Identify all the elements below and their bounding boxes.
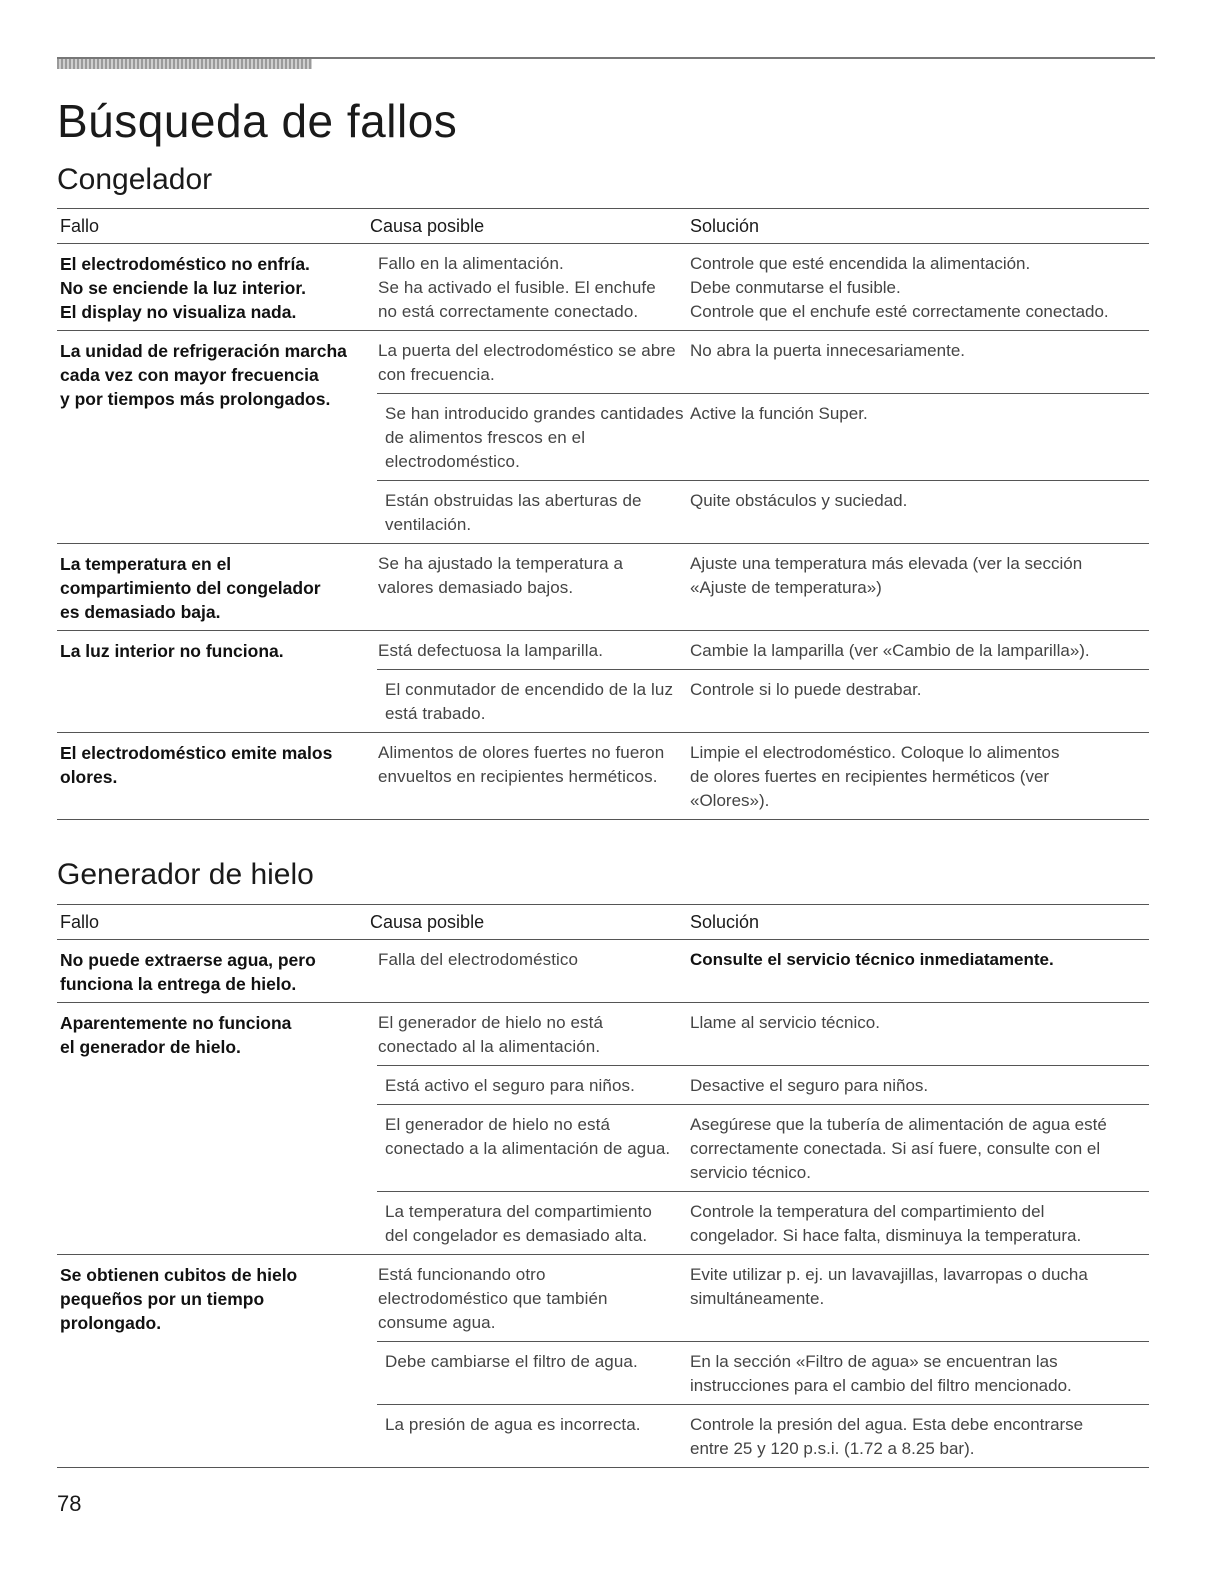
- table-body: [57, 244, 1149, 820]
- text-line: Limpie el electrodoméstico. Coloque lo alimentos: [690, 743, 1060, 762]
- fault-cell: [57, 544, 367, 630]
- cause-cell: [377, 1192, 687, 1254]
- cause-solution-list: [367, 733, 1149, 819]
- cause-solution-list: [367, 631, 1149, 732]
- text-line: Controle la presión del agua. Esta debe encontrarse: [690, 1415, 1084, 1434]
- cause-solution-row: [377, 669, 1149, 732]
- table-header: [57, 208, 1149, 244]
- cause-solution-row: [377, 1065, 1149, 1104]
- text-line: Debe cambiarse el filtro de agua.: [385, 1352, 638, 1371]
- text-line: Se han introducido grandes cantidades: [385, 404, 684, 423]
- table-congelador: [57, 208, 1149, 820]
- solution-cell: [687, 1255, 1149, 1341]
- cause-solution-row: [367, 1003, 1149, 1065]
- cause-cell: [367, 1003, 687, 1065]
- text-line: Están obstruidas las aberturas de: [385, 491, 642, 510]
- text-line: Ajuste una temperatura más elevada (ver la sección: [690, 554, 1083, 573]
- text-line: entre 25 y 120 p.s.i. (1.72 a 8.25 bar).: [690, 1439, 975, 1458]
- table-body: [57, 940, 1149, 1468]
- text-line: está trabado.: [385, 704, 486, 723]
- cause-cell: [367, 631, 687, 669]
- cause-solution-row: [367, 1255, 1149, 1341]
- text-line: ventilación.: [385, 515, 472, 534]
- header-fault: Fallo: [60, 215, 100, 236]
- text-line: Evite utilizar p. ej. un lavavajillas, lavarropas o ducha: [690, 1265, 1088, 1284]
- text-line: valores demasiado bajos.: [378, 578, 574, 597]
- fault-group: [57, 244, 1149, 331]
- fault-group: [57, 544, 1149, 631]
- text-line: No se enciende la luz interior.: [60, 278, 307, 298]
- cause-solution-row: [367, 544, 1149, 606]
- solution-cell: [687, 244, 1149, 330]
- text-line: El display no visualiza nada.: [60, 302, 297, 322]
- text-line: pequeños por un tiempo: [60, 1289, 265, 1309]
- solution-cell: [687, 1192, 1149, 1254]
- text-line: Se obtienen cubitos de hielo: [60, 1265, 298, 1285]
- text-line: No abra la puerta innecesariamente.: [690, 341, 965, 360]
- text-line: Desactive el seguro para niños.: [690, 1076, 929, 1095]
- text-line: compartimiento del congelador: [60, 578, 321, 598]
- cause-solution-row: [377, 393, 1149, 480]
- solution-cell: [687, 331, 1149, 393]
- fault-cell: [57, 1003, 367, 1254]
- cause-solution-list: [367, 244, 1149, 330]
- cause-solution-list: [367, 1003, 1149, 1254]
- fault-group: [57, 1255, 1149, 1468]
- text-line: Se ha ajustado la temperatura a: [378, 554, 624, 573]
- text-line: es demasiado baja.: [60, 602, 221, 622]
- text-line: Cambie la lamparilla (ver «Cambio de la lamparilla»).: [690, 641, 1090, 660]
- table-header: [57, 904, 1149, 940]
- cause-solution-list: [367, 331, 1149, 543]
- text-line: de alimentos frescos en el: [385, 428, 586, 447]
- cause-solution-row: [367, 631, 1149, 669]
- text-line: Está funcionando otro: [378, 1265, 546, 1284]
- cause-cell: [377, 1342, 687, 1404]
- text-line: no está correctamente conectado.: [378, 302, 639, 321]
- fault-group: [57, 733, 1149, 820]
- cause-solution-list: [367, 940, 1149, 1002]
- text-line: Controle la temperatura del compartimiento del: [690, 1202, 1045, 1221]
- text-line: de olores fuertes en recipientes herméticos (ver: [690, 767, 1050, 786]
- fault-group: [57, 331, 1149, 544]
- text-line: con frecuencia.: [378, 365, 495, 384]
- text-line: el generador de hielo.: [60, 1037, 241, 1057]
- text-line: En la sección «Filtro de agua» se encuentran las: [690, 1352, 1058, 1371]
- cause-cell: [377, 394, 687, 480]
- cause-cell: [367, 940, 687, 978]
- text-line: Llame al servicio técnico.: [690, 1013, 880, 1032]
- text-line: Se ha activado el fusible. El enchufe: [378, 278, 656, 297]
- text-line: funciona la entrega de hielo.: [60, 974, 297, 994]
- text-line: Está defectuosa la lamparilla.: [378, 641, 604, 660]
- fault-group: [57, 1003, 1149, 1255]
- text-line: congelador. Si hace falta, disminuya la temperatura.: [690, 1226, 1082, 1245]
- cause-cell: [377, 1066, 687, 1104]
- text-line: La temperatura del compartimiento: [385, 1202, 652, 1221]
- solution-cell: [687, 733, 1149, 819]
- text-line: El generador de hielo no está: [385, 1115, 611, 1134]
- cause-cell: [367, 733, 687, 819]
- fault-cell: [57, 631, 367, 732]
- solution-cell: [687, 1066, 1149, 1104]
- header-cause: Causa posible: [370, 911, 485, 932]
- text-line: conectado a la alimentación de agua.: [385, 1139, 671, 1158]
- text-line: Debe conmutarse el fusible.: [690, 278, 901, 297]
- cause-solution-list: [367, 544, 1149, 630]
- solution-cell: [687, 940, 1149, 978]
- solution-cell: [687, 1405, 1149, 1467]
- text-line: Consulte el servicio técnico inmediatamente.: [690, 950, 1054, 969]
- text-line: correctamente conectada. Si así fuere, consulte con el: [690, 1139, 1101, 1158]
- text-line: La puerta del electrodoméstico se abre: [378, 341, 676, 360]
- cause-cell: [377, 1105, 687, 1191]
- text-line: El conmutador de encendido de la luz: [385, 680, 674, 699]
- cause-cell: [367, 244, 687, 330]
- text-line: «Ajuste de temperatura»): [690, 578, 882, 597]
- cause-solution-row: [377, 1191, 1149, 1254]
- text-line: Active la función Super.: [690, 404, 868, 423]
- solution-cell: [687, 544, 1149, 606]
- page-title: Búsqueda de fallos: [57, 95, 458, 147]
- cause-cell: [377, 481, 687, 543]
- cause-solution-row: [367, 940, 1149, 978]
- solution-cell: [687, 670, 1149, 732]
- fault-group: [57, 940, 1149, 1003]
- text-line: Alimentos de olores fuertes no fueron: [378, 743, 665, 762]
- text-line: El generador de hielo no está: [378, 1013, 604, 1032]
- text-line: La presión de agua es incorrecta.: [385, 1415, 641, 1434]
- text-line: Aparentemente no funciona: [60, 1013, 292, 1033]
- cause-cell: [377, 1405, 687, 1467]
- fault-group: [57, 631, 1149, 733]
- solution-cell: [687, 394, 1149, 480]
- text-line: conectado al la alimentación.: [378, 1037, 601, 1056]
- page-number: 78: [57, 1491, 82, 1516]
- cause-solution-row: [377, 480, 1149, 543]
- section-title-generador: Generador de hielo: [57, 858, 314, 891]
- cause-solution-row: [367, 733, 1149, 819]
- text-line: El electrodoméstico emite malos: [60, 743, 333, 763]
- text-line: Controle que el enchufe esté correctamente conectado.: [690, 302, 1109, 321]
- text-line: simultáneamente.: [690, 1289, 825, 1308]
- text-line: y por tiempos más prolongados.: [60, 389, 331, 409]
- solution-cell: [687, 631, 1149, 669]
- text-line: «Olores»).: [690, 791, 770, 810]
- fault-cell: [57, 1255, 367, 1467]
- text-line: olores.: [60, 767, 118, 787]
- text-line: Está activo el seguro para niños.: [385, 1076, 635, 1095]
- header-bar: [57, 59, 312, 69]
- cause-solution-row: [377, 1341, 1149, 1404]
- cause-solution-row: [367, 331, 1149, 393]
- text-line: Fallo en la alimentación.: [378, 254, 564, 273]
- text-line: electrodoméstico que también: [378, 1289, 608, 1308]
- solution-cell: [687, 1003, 1149, 1065]
- header-cause: Causa posible: [370, 215, 485, 236]
- text-line: instrucciones para el cambio del filtro mencionado.: [690, 1376, 1072, 1395]
- cause-solution-row: [377, 1104, 1149, 1191]
- text-line: envueltos en recipientes herméticos.: [378, 767, 658, 786]
- solution-cell: [687, 1342, 1149, 1404]
- text-line: La luz interior no funciona.: [60, 641, 284, 661]
- header-fault: Fallo: [60, 911, 100, 932]
- text-line: servicio técnico.: [690, 1163, 811, 1182]
- solution-cell: [687, 1105, 1149, 1191]
- text-line: Controle que esté encendida la alimentación.: [690, 254, 1031, 273]
- text-line: La unidad de refrigeración marcha: [60, 341, 347, 361]
- text-line: La temperatura en el: [60, 554, 232, 574]
- text-line: prolongado.: [60, 1313, 162, 1333]
- cause-cell: [377, 670, 687, 732]
- cause-cell: [367, 1255, 687, 1341]
- cause-solution-row: [377, 1404, 1149, 1467]
- text-line: Falla del electrodoméstico: [378, 950, 579, 969]
- text-line: electrodoméstico.: [385, 452, 520, 471]
- text-line: Asegúrese que la tubería de alimentación de agua esté: [690, 1115, 1107, 1134]
- table-generador: [57, 904, 1149, 1468]
- fault-cell: [57, 940, 367, 1002]
- cause-solution-row: [367, 244, 1149, 330]
- fault-cell: [57, 331, 367, 543]
- header-solution: Solución: [690, 911, 760, 932]
- section-title-congelador: Congelador: [57, 163, 213, 196]
- cause-cell: [367, 331, 687, 393]
- header-solution: Solución: [690, 215, 760, 236]
- fault-cell: [57, 733, 367, 819]
- cause-cell: [367, 544, 687, 606]
- text-line: El electrodoméstico no enfría.: [60, 254, 310, 274]
- cause-solution-list: [367, 1255, 1149, 1467]
- solution-cell: [687, 481, 1149, 543]
- text-line: Quite obstáculos y suciedad.: [690, 491, 908, 510]
- text-line: consume agua.: [378, 1313, 496, 1332]
- text-line: No puede extraerse agua, pero: [60, 950, 316, 970]
- fault-cell: [57, 244, 367, 330]
- text-line: del congelador es demasiado alta.: [385, 1226, 648, 1245]
- text-line: cada vez con mayor frecuencia: [60, 365, 319, 385]
- text-line: Controle si lo puede destrabar.: [690, 680, 922, 699]
